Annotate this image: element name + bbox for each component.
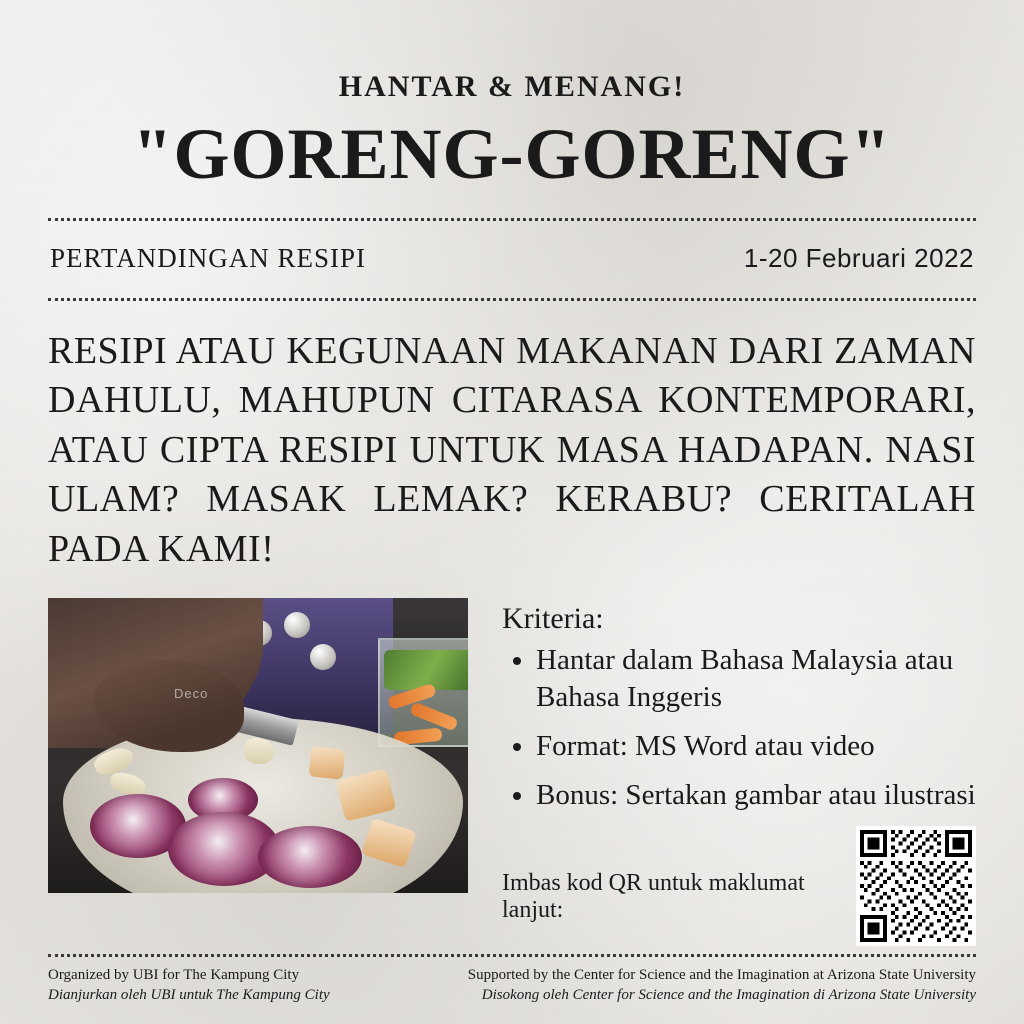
footer-organizer (48, 967, 330, 1004)
qr-row (502, 826, 976, 946)
footer-supporter (468, 967, 976, 1004)
photo-brand-text: Deco (174, 685, 209, 701)
criteria-section (502, 598, 976, 948)
footer (48, 957, 976, 1004)
footer-supporter-ms: Disokong oleh Center for Science and the Imagination di Arizona State University (481, 987, 976, 1003)
photo-garlic-clove (244, 738, 274, 764)
footer-organizer-ms: Dianjurkan oleh UBI untuk The Kampung City (48, 987, 330, 1003)
divider-top (48, 218, 976, 221)
poster-headline: "GORENG-GORENG" (132, 114, 892, 194)
meta-row (48, 231, 976, 288)
criteria-item: • Bonus: Sertakan gambar atau ilustrasi (536, 777, 976, 814)
qr-instruction-label: Imbas kod QR untuk maklumat lanjut: (502, 870, 805, 924)
contest-type-label: PERTANDINGAN RESIPI (50, 243, 366, 273)
footer-organizer-en: Organized by UBI for The Kampung City (48, 967, 300, 983)
content-columns (48, 598, 976, 948)
criteria-item: • Hantar dalam Bahasa Malaysia atau Bahasa Inggeris (536, 642, 976, 716)
qr-code-icon[interactable] (856, 826, 976, 946)
poster-lede: RESIPI ATAU KEGUNAAN MAKANAN DARI ZAMAN DAHULU, MAHUPUN CITARASA KONTEMPORARI, ATAU CIPTA RESIPI UNTUK MASA HADAPAN. NASI ULAM? MASAK LEMAK? KERABU? CERITALAH PADA KAMI! (48, 330, 976, 570)
photo-onion-slice (258, 826, 362, 888)
criteria-item: • Format: MS Word atau video (536, 728, 976, 765)
qr-code-svg (860, 830, 972, 942)
poster-kicker: HANTAR & MENANG! (338, 70, 686, 103)
criteria-title: Kriteria: (502, 601, 604, 635)
photo-apron-dot (284, 612, 310, 638)
divider-mid (48, 298, 976, 301)
footer-supporter-en: Supported by the Center for Science and the Imagination at Arizona State University (467, 967, 976, 983)
criteria-list (502, 642, 976, 814)
cooking-photo (48, 598, 468, 893)
photo-apron-dot (310, 644, 336, 670)
photo-food-chunk (309, 746, 346, 779)
contest-dates-label: 1-20 Februari 2022 (743, 243, 974, 273)
